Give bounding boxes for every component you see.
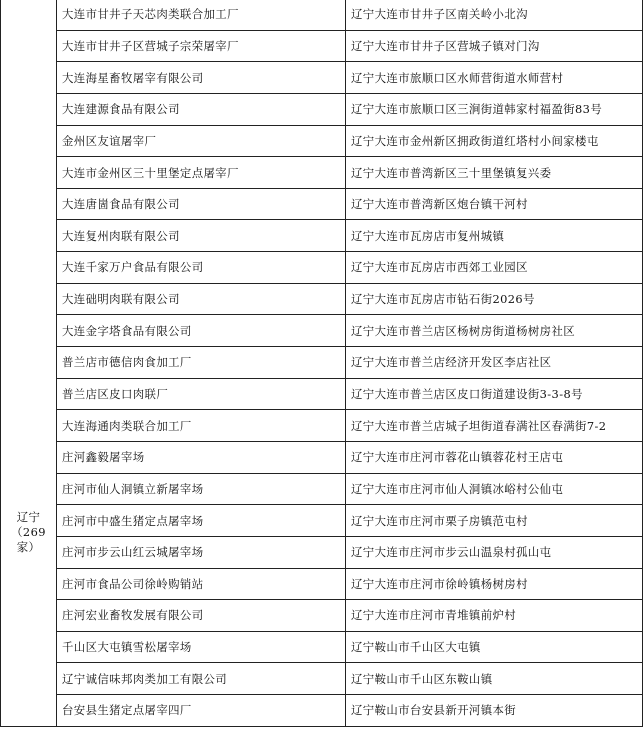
company-name-cell: 大连海通肉类联合加工厂 <box>57 410 346 442</box>
province-count: （269 <box>11 524 46 539</box>
table-row <box>1 30 643 62</box>
company-address-cell: 辽宁大连市瓦房店市复州城镇 <box>346 220 643 252</box>
company-address-cell: 辽宁大连市甘井子区南关岭小北沟 <box>346 0 643 30</box>
company-name-cell: 大连建源食品有限公司 <box>57 93 346 125</box>
company-address-cell: 辽宁大连市庄河市步云山温泉村孤山屯 <box>346 536 643 568</box>
company-address-cell: 辽宁大连市庄河市蓉花山镇蓉花村王店屯 <box>346 441 643 473</box>
province-cell <box>1 0 57 726</box>
company-name-cell: 庄河市仙人洞镇立新屠宰场 <box>57 473 346 505</box>
company-name-cell: 大连复州肉联有限公司 <box>57 220 346 252</box>
table-row <box>1 631 643 663</box>
company-address-cell: 辽宁大连市甘井子区营城子镇对门沟 <box>346 30 643 62</box>
company-name-cell: 庄河市食品公司徐岭购销站 <box>57 568 346 600</box>
table-row <box>1 600 643 632</box>
company-name-cell: 大连础明肉联有限公司 <box>57 283 346 315</box>
province-name: 辽宁 <box>16 509 41 524</box>
table-row <box>1 315 643 347</box>
table-row <box>1 125 643 157</box>
table-row <box>1 505 643 537</box>
company-name-cell: 普兰店区皮口肉联厂 <box>57 378 346 410</box>
company-name-cell: 大连千家万户食品有限公司 <box>57 252 346 284</box>
company-address-cell: 辽宁鞍山市千山区东鞍山镇 <box>346 663 643 695</box>
company-name-cell: 庄河市中盛生猪定点屠宰场 <box>57 505 346 537</box>
table-row <box>1 188 643 220</box>
table-row <box>1 663 643 695</box>
company-address-cell: 辽宁大连市庄河市栗子房镇范屯村 <box>346 505 643 537</box>
company-address-cell: 辽宁大连市庄河市青堆镇前炉村 <box>346 600 643 632</box>
company-address-cell: 辽宁大连市普兰店区皮口街道建设街3-3-8号 <box>346 378 643 410</box>
company-name-cell: 辽宁诚信味邦肉类加工有限公司 <box>57 663 346 695</box>
company-address-cell: 辽宁大连市旅顺口区三涧街道韩家村福盈街83号 <box>346 93 643 125</box>
company-name-cell: 普兰店市德信肉食加工厂 <box>57 347 346 379</box>
province-unit: 家） <box>16 539 41 554</box>
company-name-cell: 大连金字塔食品有限公司 <box>57 315 346 347</box>
company-address-cell: 辽宁鞍山市台安县新开河镇本街 <box>346 695 643 727</box>
table-row <box>1 536 643 568</box>
company-name-cell: 大连海星畜牧屠宰有限公司 <box>57 62 346 94</box>
company-address-cell: 辽宁大连市瓦房店市钻石街2026号 <box>346 283 643 315</box>
table-body <box>1 0 643 726</box>
company-name-cell: 庄河市步云山红云城屠宰场 <box>57 536 346 568</box>
company-address-cell: 辽宁大连市旅顺口区水师营街道水师营村 <box>346 62 643 94</box>
company-address-cell: 辽宁大连市庄河市仙人洞镇冰峪村公仙屯 <box>346 473 643 505</box>
table-row <box>1 62 643 94</box>
company-name-cell: 大连市甘井子天芯肉类联合加工厂 <box>57 0 346 30</box>
table-row <box>1 695 643 727</box>
table-row <box>1 252 643 284</box>
table-row <box>1 283 643 315</box>
company-address-cell: 辽宁大连市普湾新区三十里堡镇复兴委 <box>346 157 643 189</box>
table-row <box>1 0 643 30</box>
company-name-cell: 庄河鑫毅屠宰场 <box>57 441 346 473</box>
table-row <box>1 220 643 252</box>
company-address-cell: 辽宁大连市普兰店经济开发区李店社区 <box>346 347 643 379</box>
table-row <box>1 441 643 473</box>
company-name-cell: 台安县生猪定点屠宰四厂 <box>57 695 346 727</box>
company-name-cell: 千山区大屯镇雪松屠宰场 <box>57 631 346 663</box>
company-name-cell: 庄河宏业畜牧发展有限公司 <box>57 600 346 632</box>
table-row <box>1 347 643 379</box>
table-row <box>1 473 643 505</box>
company-address-cell: 辽宁大连市庄河市徐岭镇杨树房村 <box>346 568 643 600</box>
company-address-cell: 辽宁大连市瓦房店市西郊工业园区 <box>346 252 643 284</box>
company-address-cell: 辽宁大连市金州新区拥政街道红塔村小间家楼屯 <box>346 125 643 157</box>
company-address-cell: 辽宁鞍山市千山区大屯镇 <box>346 631 643 663</box>
table-row <box>1 378 643 410</box>
company-name-cell: 大连唐崮食品有限公司 <box>57 188 346 220</box>
company-address-cell: 辽宁大连市普兰店区杨树房街道杨树房社区 <box>346 315 643 347</box>
table-row <box>1 568 643 600</box>
company-name-cell: 大连市甘井子区营城子宗荣屠宰厂 <box>57 30 346 62</box>
company-address-cell: 辽宁大连市普湾新区炮台镇干河村 <box>346 188 643 220</box>
company-name-cell: 金州区友谊屠宰厂 <box>57 125 346 157</box>
table-row <box>1 157 643 189</box>
company-name-cell: 大连市金州区三十里堡定点屠宰厂 <box>57 157 346 189</box>
table-row <box>1 410 643 442</box>
company-address-cell: 辽宁大连市普兰店城子坦街道春满社区春满街7-2 <box>346 410 643 442</box>
table-row <box>1 93 643 125</box>
